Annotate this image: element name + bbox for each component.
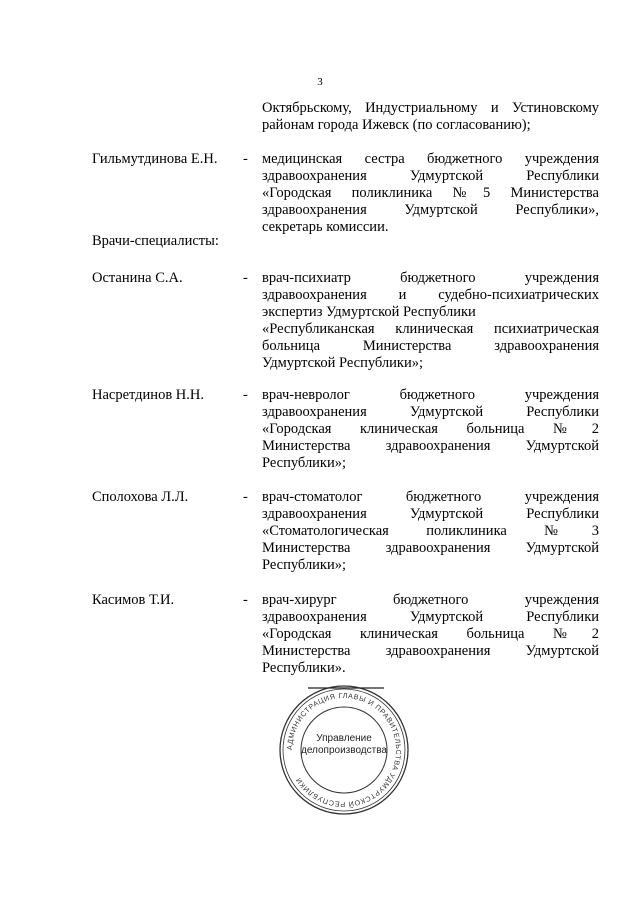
- member-description: медицинская сестра бюджетного учреждения здравоохранения Удмуртской Республики «Городская поликлиника №5 Министерства здравоохранения Удмуртской Республики», секретарь комиссии.: [262, 151, 599, 235]
- official-stamp: [276, 682, 412, 818]
- member-name: Останина С.А.: [92, 270, 183, 286]
- dash-separator: -: [243, 489, 248, 505]
- stamp-label: Управление делопроизводства: [300, 733, 387, 756]
- dash-separator: -: [243, 387, 248, 403]
- member-name: Сполохова Л.Л.: [92, 489, 189, 505]
- member-description: врач-хирург бюджетного учреждения здравоохранения Удмуртской Республики «Городская клиническая больница №2 Министерства здравоохранения Удмуртской Республики».: [262, 592, 599, 676]
- dash-separator: -: [243, 151, 248, 167]
- section-label-specialists: Врачи-специалисты:: [92, 233, 219, 249]
- member-name: Гильмутдинова Е.Н.: [92, 151, 218, 167]
- member-description: врач-невролог бюджетного учреждения здравоохранения Удмуртской Республики «Городская клиническая больница №2 Министерства здравоохранения Удмуртской Республики»;: [262, 387, 599, 471]
- member-name: Касимов Т.И.: [92, 592, 175, 608]
- stamp-ring-text: АДМИНИСТРАЦИЯ ГЛАВЫ И ПРАВИТЕЛЬСТВА УДМУРТСКОЙ РЕСПУБЛИКИ: [284, 690, 404, 810]
- dash-separator: -: [243, 592, 248, 608]
- dash-separator: -: [243, 270, 248, 286]
- member-name: Насретдинов Н.Н.: [92, 387, 204, 403]
- page-number: 3: [317, 76, 323, 88]
- member-description: врач-стоматолог бюджетного учреждения здравоохранения Удмуртской Республики «Стоматологическая поликлиника №3 Министерства здравоохранения Удмуртской Республики»;: [262, 489, 599, 573]
- continuation-text: Октябрьскому, Индустриальному и Устиновскому районам города Ижевск (по согласованию);: [262, 100, 599, 133]
- member-description: врач-психиатр бюджетного учреждения здравоохранения и судебно-психиатрических экспертиз Удмуртской Республики «Республиканская клиническая психиатрическая больница Министерства здравоохранения Удмуртской Республики»;: [262, 270, 599, 371]
